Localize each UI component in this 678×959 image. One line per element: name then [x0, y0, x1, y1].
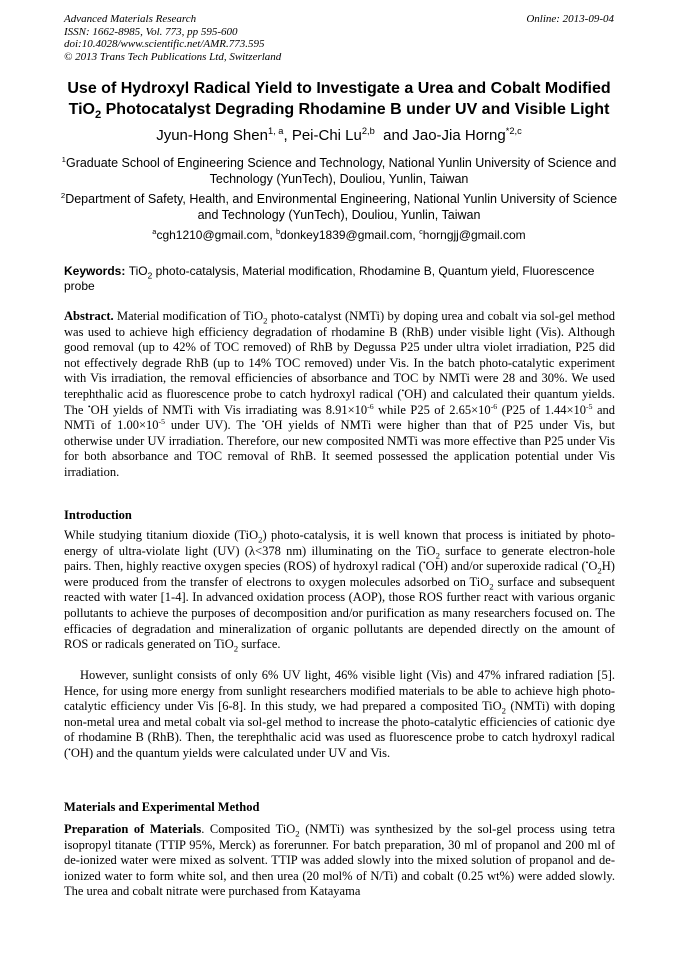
abstract-label: Abstract. — [64, 309, 114, 323]
intro-text: OH) and/or superoxide radical ( — [425, 559, 586, 574]
subscript: 2 — [295, 828, 300, 839]
affiliation-number: 2 — [60, 190, 66, 200]
author-superscript: 2,b — [361, 126, 375, 136]
abstract-paragraph — [64, 309, 615, 481]
subscript: 2 — [489, 581, 494, 592]
intro-text: While studying titanium dioxide (TiO — [64, 528, 259, 542]
exponent: -5 — [158, 417, 165, 426]
title-text: TiO — [68, 101, 95, 118]
abstract-text: and NMTi of 1.00×10 — [64, 402, 615, 433]
intro-text: (NMTi) with doping non-metal urea and metal cobalt via sol-gel method to increase the photo-catalytic efficiencies of cationic dye of rhodamine B (RhB). Then, the terephthalic acid was used as fluorescence probe to catch hydroxyl radical ( — [64, 699, 615, 760]
preparation-paragraph — [64, 822, 615, 900]
email-superscript: c — [419, 227, 423, 236]
author-conjunction: and — [383, 127, 409, 144]
affiliation-2 — [60, 191, 618, 223]
title-text: Photocatalyst Degrading Rhodamine B under UV and Visible Light — [101, 101, 610, 118]
author-name: Pei-Chi Lu — [291, 127, 362, 144]
affiliation-number: 1 — [61, 154, 66, 164]
keywords-section — [64, 264, 615, 294]
subscript: 2 — [501, 705, 507, 716]
radical-dot: • — [401, 385, 405, 395]
methods-text: (NMTi) was synthesized by the sol-gel process using tetra isopropyl titanate (TTIP 95%, Merck) as forerunner. For batch preparation, 30 ml of propanol and 200 ml of de-ionized water were mixed as solvent. TTIP was added slowly into the mixed solution of propanol and de-ionized water to form white sol, and then urea (20 mol% of N/Ti) and cobalt (0.25 wt%) were added slowly. The urea and cobalt nitrate were purchased from Katayama — [64, 822, 615, 899]
exponent: -5 — [586, 401, 593, 411]
affiliation-text: Graduate School of Engineering Science and Technology, National Yunlin University of Science and Technology (YunTech), Douliou, Yunlin, Taiwan — [65, 156, 617, 186]
doi-line: doi:10.4028/www.scientific.net/AMR.773.595 — [64, 38, 265, 50]
intro-text: OH) and the quantum yields were calculated under UV and Vis. — [70, 745, 391, 760]
journal-header — [64, 13, 281, 63]
introduction-paragraph-1 — [64, 528, 615, 653]
paper-title — [56, 78, 622, 120]
keywords-text: photo-catalysis, Material modification, Rhodamine B, Quantum yield, Fluorescence probe — [64, 264, 595, 293]
abstract-text: under UV). The — [164, 418, 262, 433]
intro-text: However, sunlight consists of only 6% UV light, 46% visible light (Vis) and 47% infrared radiation [5]. Hence, for using more energy from sunlight researchers modified materials to be able to achieve high photo-catalytic efficiency under Vis [6-8]. In this study, we had prepared a composited TiO — [64, 668, 615, 714]
radical-dot: • — [261, 417, 265, 426]
introduction-heading: Introduction — [64, 508, 132, 522]
author-name: Jao-Jia Horng — [412, 127, 506, 144]
methods-heading: Materials and Experimental Method — [64, 800, 260, 814]
radical-dot: • — [87, 401, 91, 411]
title-subscript: 2 — [94, 109, 102, 122]
subscript: 2 — [435, 550, 440, 561]
abstract-text: (P25 of 1.44×10 — [497, 402, 586, 417]
intro-text: surface. — [238, 637, 281, 652]
subscript: 2 — [233, 643, 239, 654]
author-name: Jyun-Hong Shen — [156, 127, 268, 144]
online-date: Online: 2013-09-04 — [526, 13, 614, 25]
keywords-subscript: 2 — [147, 270, 153, 281]
journal-name: Advanced Materials Research — [64, 13, 197, 25]
issn-line: ISSN: 1662-8985, Vol. 773, pp 595-600 — [64, 25, 238, 38]
subscript: 2 — [263, 315, 268, 326]
abstract-text: OH) and calculated their quantum yields. The — [64, 386, 615, 417]
author-superscript: *2,c — [505, 126, 522, 136]
introduction-paragraph-2 — [64, 668, 615, 762]
radical-dot: • — [422, 558, 426, 568]
affiliation-1 — [60, 155, 618, 187]
intro-text: H) were produced from the transfer of electrons to oxygen molecules adsorbed on TiO — [64, 559, 615, 589]
abstract-text: Material modification of TiO — [113, 309, 264, 323]
email-superscript: a — [152, 227, 157, 236]
abstract-text: photo-catalyst (NMTi) by doping urea and cobalt via sol-gel method was used to achieve high efficiency degradation of rhodamine B (RhB) under visible light (Vis). Although good removal (up to 42% of TOC removed) of RhB by Degussa P25 under ultra violet irradiation, P25 did not effectively degrade RhB (up to 14% TOC removed) under Vis. In the batch photo-catalytic experiment with Vis irradiation, the removal efficiencies of absorbance and TOC by NMTi were 28 and 30%. We used terephthalic acid as fluorescence probe to catch hydroxyl radical ( — [64, 309, 615, 401]
subsection-label: Preparation of Materials — [64, 822, 202, 836]
email-link[interactable]: horngjj@gmail.com — [422, 228, 526, 242]
exponent: -6 — [367, 401, 374, 411]
intro-text: O — [588, 559, 598, 574]
keywords-label: Keywords: — [64, 264, 129, 278]
methods-text: . Composited TiO — [201, 822, 296, 836]
abstract-text: OH yields of NMTi were higher than that of P25 under Vis, but otherwise under UV irradiation. Therefore, our new composited NMTi was more effective than P25 under Vis for both absorbance and TOC removal of RhB. It seemed possessed the application potential under Vis irradiation. — [64, 418, 616, 479]
author-emails — [60, 227, 618, 243]
abstract-text: OH yields of NMTi with Vis irradiating was 8.91×10 — [90, 402, 368, 417]
intro-text: surface and subsequent reacted with water [1-4]. In advanced oxidation process (AOP), those ROS further react with various organic pollutants to achieve the purposes of decomposition and/or purification as many researchers focused on. The efficacies of degradation and mineralization of organic pollutants are depended directly on the amount of ROS or radicals generated on TiO — [64, 574, 616, 652]
email-superscript: b — [276, 227, 281, 236]
copyright-line: © 2013 Trans Tech Publications Ltd, Switzerland — [64, 50, 282, 63]
author-superscript: 1, a — [267, 126, 284, 136]
abstract-text: while P25 of 2.65×10 — [373, 402, 491, 417]
radical-dot: • — [68, 744, 71, 754]
email-link[interactable]: cgh1210@gmail.com, — [156, 228, 277, 242]
intro-text: ) photo-catalysis, it is well known that process is initiated by photo-energy of ultra-violate light (UV) (λ<378 nm) illuminating on the TiO — [64, 528, 615, 558]
keywords-text: TiO — [128, 264, 148, 278]
intro-text: surface to generate electron-hole pairs. Then, highly reactive oxygen species (ROS) of hydroxyl radical ( — [64, 543, 615, 574]
subscript: 2 — [597, 565, 602, 576]
title-line-2 — [56, 99, 622, 120]
radical-dot: • — [585, 558, 589, 568]
affiliation-text: Department of Safety, Health, and Environmental Engineering, National Yunlin University of Science and Technology (YunTech), Douliou, Yunlin, Taiwan — [65, 192, 618, 222]
title-line-1: Use of Hydroxyl Radical Yield to Investigate a Urea and Cobalt Modified — [67, 80, 611, 97]
email-link[interactable]: donkey1839@gmail.com, — [280, 228, 420, 242]
subscript: 2 — [258, 534, 263, 545]
exponent: -6 — [490, 401, 498, 411]
author-list: Jyun-Hong Shen$^{1, a}$, Pei-Chi Lu$^{2,b}$ and Jao-Jia Horng$^{*2,c}$ — [156, 126, 522, 144]
